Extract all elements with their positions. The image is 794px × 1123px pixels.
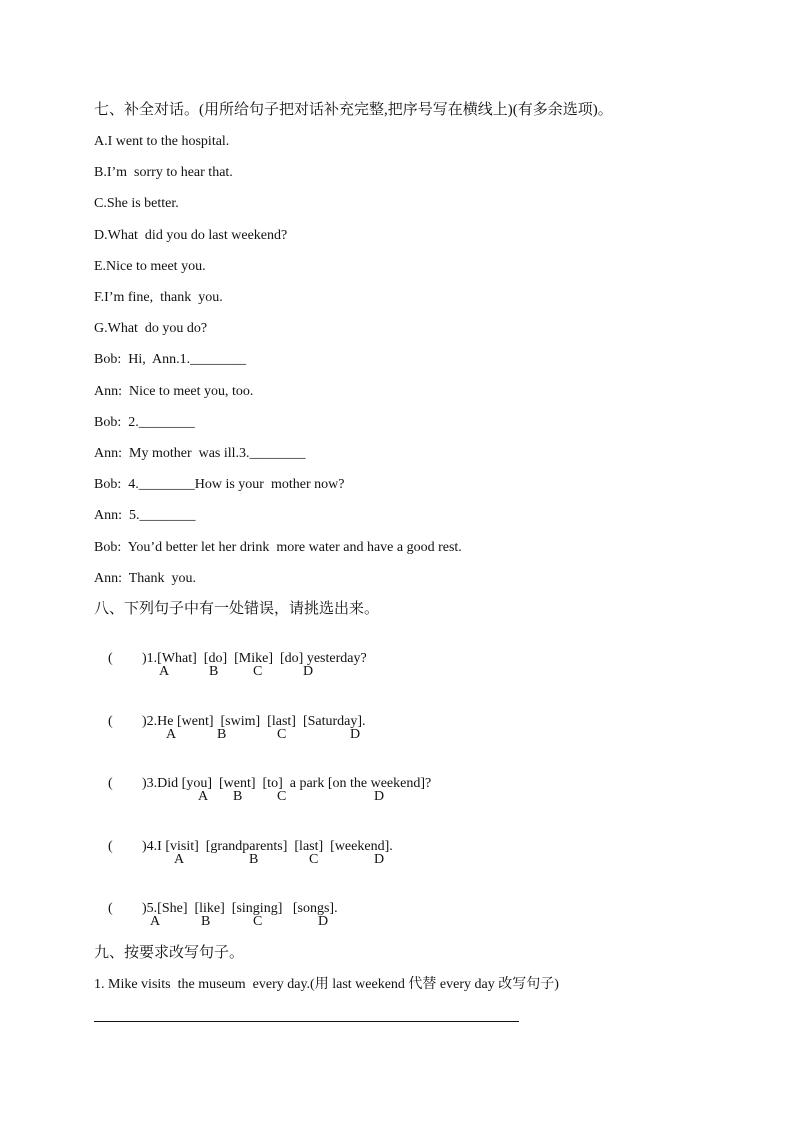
answer-paren-open: ( bbox=[108, 651, 113, 666]
error-item-text: )2.He [went] [swim] [last] [Saturday]. bbox=[142, 714, 366, 729]
letter-c: C bbox=[309, 852, 319, 867]
letter-a: A bbox=[198, 789, 209, 804]
error-item-text: )3.Did [you] [went] [to] a park [on the weekend]? bbox=[142, 776, 432, 791]
section-7-title: 七、补全对话。(用所给句子把对话补充完整,把序号写在横线上)(有多余选项)。 bbox=[94, 102, 613, 118]
error-item-text: )4.I [visit] [grandparents] [last] [weekend]. bbox=[142, 839, 393, 854]
letter-d: D bbox=[374, 789, 385, 804]
letter-b: B bbox=[217, 727, 227, 742]
option-c: C.She is better. bbox=[94, 196, 179, 211]
option-a: A.I went to the hospital. bbox=[94, 134, 230, 149]
letter-a: A bbox=[166, 727, 177, 742]
letter-b: B bbox=[233, 789, 243, 804]
letter-c: C bbox=[277, 727, 287, 742]
error-item-1 bbox=[94, 632, 367, 686]
error-item-2 bbox=[94, 695, 366, 749]
letter-a: A bbox=[174, 852, 185, 867]
letter-b: B bbox=[249, 852, 259, 867]
letter-a: A bbox=[159, 664, 170, 679]
dialogue-line-5: Bob: 4.________How is your mother now? bbox=[94, 477, 345, 492]
error-item-5 bbox=[94, 882, 338, 936]
letter-c: C bbox=[253, 914, 263, 929]
letter-b: B bbox=[209, 664, 219, 679]
answer-line bbox=[94, 1021, 519, 1022]
letter-d: D bbox=[303, 664, 314, 679]
letter-d: D bbox=[374, 852, 385, 867]
dialogue-line-2: Ann: Nice to meet you, too. bbox=[94, 384, 254, 399]
answer-paren-open: ( bbox=[108, 776, 113, 791]
error-item-text: )1.[What] [do] [Mike] [do] yesterday? bbox=[142, 651, 367, 666]
answer-paren-open: ( bbox=[108, 839, 113, 854]
error-item-4 bbox=[94, 820, 393, 874]
letter-d: D bbox=[350, 727, 361, 742]
dialogue-line-3: Bob: 2.________ bbox=[94, 415, 195, 430]
error-item-text: )5.[She] [like] [singing] [songs]. bbox=[142, 901, 338, 916]
letter-a: A bbox=[150, 914, 161, 929]
option-e: E.Nice to meet you. bbox=[94, 259, 206, 274]
dialogue-line-6: Ann: 5.________ bbox=[94, 508, 196, 523]
letter-c: C bbox=[253, 664, 263, 679]
letter-c: C bbox=[277, 789, 287, 804]
option-g: G.What do you do? bbox=[94, 321, 208, 336]
letter-d: D bbox=[318, 914, 329, 929]
dialogue-line-4: Ann: My mother was ill.3.________ bbox=[94, 446, 306, 461]
dialogue-line-8: Ann: Thank you. bbox=[94, 571, 197, 586]
answer-paren-open: ( bbox=[108, 901, 113, 916]
dialogue-line-7: Bob: You’d better let her drink more water and have a good rest. bbox=[94, 540, 462, 555]
dialogue-line-1: Bob: Hi, Ann.1.________ bbox=[94, 352, 247, 367]
answer-paren-open: ( bbox=[108, 714, 113, 729]
option-f: F.I’m fine, thank you. bbox=[94, 290, 223, 305]
letter-b: B bbox=[201, 914, 211, 929]
option-d: D.What did you do last weekend? bbox=[94, 228, 288, 243]
section-9-title: 九、按要求改写句子。 bbox=[94, 945, 245, 961]
rewrite-item-1: 1. Mike visits the museum every day.(用 last weekend 代替 every day 改写句子) bbox=[94, 977, 559, 992]
option-b: B.I’m sorry to hear that. bbox=[94, 165, 233, 180]
section-8-title: 八、下列句子中有一处错误，请挑选出来。 bbox=[94, 601, 380, 617]
